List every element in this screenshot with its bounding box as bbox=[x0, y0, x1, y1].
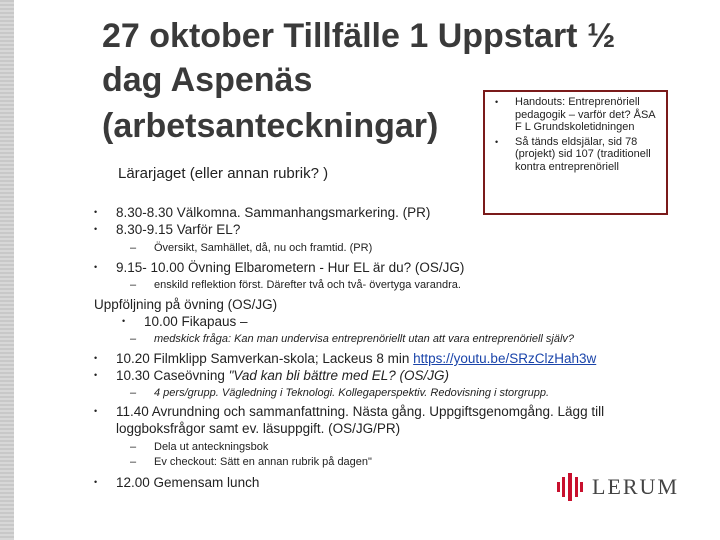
left-accent-bar bbox=[0, 0, 14, 540]
agenda-subitem: – Översikt, Samhället, då, nu och framtid. (PR) bbox=[130, 242, 373, 254]
handout-item: • Handouts: Entreprenöriell pedagogik – varför det? ÅSA F L Grundskoletidningen bbox=[495, 96, 656, 133]
agenda-item: • 10.20 Filmklipp Samverkan-skola; Lackeus 8 min https://youtu.be/SRzClzHah3w bbox=[94, 351, 597, 366]
followup-heading: Uppföljning på övning (OS/JG) bbox=[94, 297, 278, 312]
youtube-link[interactable]: https://youtu.be/SRzClzHah3w bbox=[413, 351, 597, 366]
agenda-item: • 11.40 Avrundning och sammanfattning. Nästa gång. Uppgiftsgenomgång. Lägg till loggboksfrågor samt ev. läsuppgift. (OS/JG/PR) bbox=[94, 404, 605, 436]
agenda-subitem: – medskick fråga: Kan man undervisa entreprenöriellt utan att vara entreprenöriell själv? bbox=[130, 333, 575, 345]
agenda-item: • 8.30-9.15 Varför EL? bbox=[94, 222, 241, 237]
logo-text: LERUM bbox=[592, 474, 679, 499]
agenda-item: • 8.30-8.30 Välkomna. Sammanhangsmarkering. (PR) bbox=[94, 205, 431, 220]
title-line-2: dag Aspenäs bbox=[102, 61, 313, 99]
agenda-item: • 10.30 Caseövning "Vad kan bli bättre med EL? (OS/JG) bbox=[94, 368, 449, 383]
agenda-subitem: – Dela ut anteckningsbok bbox=[130, 441, 269, 453]
agenda-item: • 12.00 Gemensam lunch bbox=[94, 475, 260, 490]
handouts-box bbox=[483, 90, 668, 215]
agenda-subitem: – 4 pers/grupp. Vägledning i Teknologi. Kollegaperspektiv. Redovisning i storgrupp. bbox=[130, 387, 550, 399]
agenda-list bbox=[88, 204, 648, 491]
title-line-1: 27 oktober Tillfälle 1 Uppstart ½ bbox=[102, 17, 616, 55]
slide-subtitle: Lärarjaget (eller annan rubrik? ) bbox=[118, 165, 329, 182]
agenda-item: • 10.00 Fikapaus – bbox=[122, 314, 248, 329]
handout-item: • Så tänds eldsjälar, sid 78 (projekt) sid 107 (traditionell kontra entreprenöriell bbox=[495, 135, 651, 173]
agenda-subitem: – Ev checkout: Sätt en annan rubrik på dagen" bbox=[130, 456, 372, 468]
lerum-emblem-icon bbox=[552, 469, 588, 505]
lerum-logo bbox=[552, 467, 680, 507]
agenda-item: • 9.15- 10.00 Övning Elbarometern - Hur EL är du? (OS/JG) bbox=[94, 260, 465, 275]
agenda-subitem: – enskild reflektion först. Därefter två och två- övertyga varandra. bbox=[130, 279, 461, 291]
title-line-3: (arbetsanteckningar) bbox=[102, 107, 439, 145]
